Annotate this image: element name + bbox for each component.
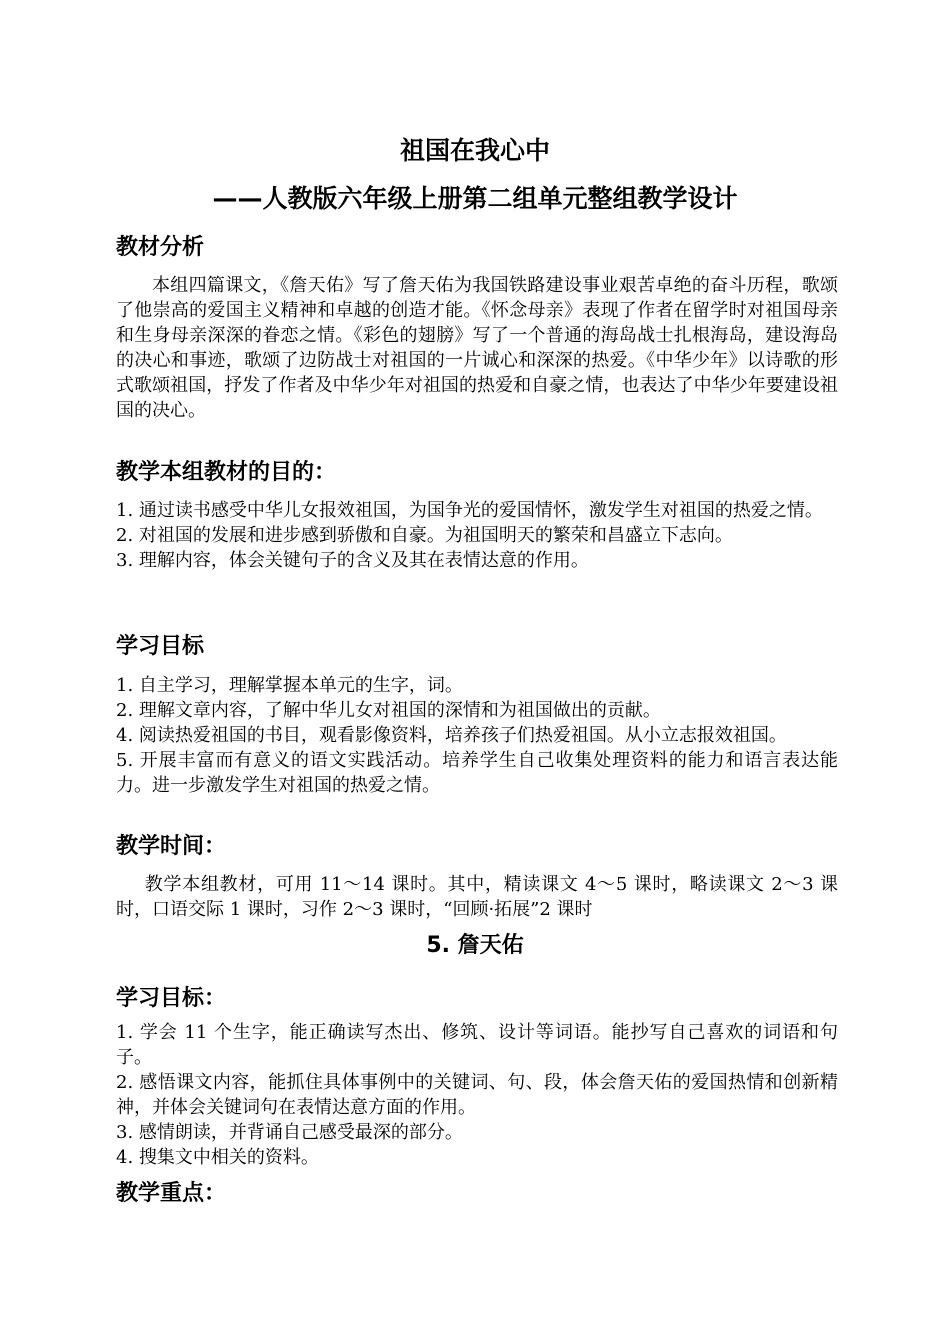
section-heading-focus: 教学重点： bbox=[116, 1181, 227, 1206]
section-heading-analysis: 教材分析 bbox=[116, 235, 205, 260]
list-item: 2. 对祖国的发展和进步感到骄傲和自豪。为祖国明天的繁荣和昌盛立下志向。 bbox=[116, 525, 733, 546]
lesson-goals-list bbox=[116, 1020, 838, 1170]
purpose-list bbox=[116, 498, 838, 573]
list-item: 3. 感情朗读，并背诵自己感受最深的部分。 bbox=[116, 1122, 463, 1143]
section-heading-lesson-goals: 学习目标： bbox=[116, 986, 227, 1011]
page-subtitle: ——人教版六年级上册第二组单元整组教学设计 bbox=[212, 184, 738, 213]
list-item: 3. 理解内容，体会关键句子的含义及其在表情达意的作用。 bbox=[116, 550, 589, 571]
time-paragraph: 教学本组教材，可用 11～14 课时。其中，精读课文 4～5 课时，略读课文 2～3 课时，口语交际 1 课时，习作 2～3 课时，“回顾·拓展”2 课时 bbox=[116, 874, 838, 920]
list-item: 2. 感悟课文内容，能抓住具体事例中的关键词、句、段，体会詹天佑的爱国热情和创新精神，并体会关键词句在表情达意方面的作用。 bbox=[116, 1072, 838, 1118]
list-item: 1. 自主学习，理解掌握本单元的生字，词。 bbox=[116, 675, 463, 696]
section-heading-purpose: 教学本组教材的目的： bbox=[116, 460, 337, 485]
section-heading-goals: 学习目标 bbox=[116, 634, 205, 659]
analysis-paragraph: 本组四篇课文，《詹天佑》写了詹天佑为我国铁路建设事业艰苦卓绝的奋斗历程，歌颂了他崇高的爱国主义精神和卓越的创造才能。《怀念母亲》表现了作者在留学时对祖国母亲和生身母亲深深的眷恋之情。《彩色的翅膀》写了一个普通的海岛战士扎根海岛，建设海岛的决心和事迹，歌颂了边防战士对祖国的一片诚心和深深的热爱。《中华少年》以诗歌的形式歌颂祖国，抒发了作者及中华少年对祖国的热爱和自豪之情，也表达了中华少年要建设祖国的决心。 bbox=[116, 275, 838, 421]
list-item: 2. 理解文章内容，了解中华儿女对祖国的深情和为祖国做出的贡献。 bbox=[116, 700, 661, 721]
lesson-title: 5. 詹天佑 bbox=[426, 933, 524, 958]
list-item: 1. 学会 11 个生字，能正确读写杰出、修筑、设计等词语。能抄写自己喜欢的词语和句子。 bbox=[116, 1022, 838, 1068]
list-item: 4. 阅读热爱祖国的书目，观看影像资料，培养孩子们热爱祖国。从小立志报效祖国。 bbox=[116, 725, 787, 746]
list-item: 1. 通过读书感受中华儿女报效祖国，为国争光的爱国情怀，激发学生对祖国的热爱之情。 bbox=[116, 500, 823, 521]
page-title: 祖国在我心中 bbox=[399, 136, 550, 165]
list-item: 4. 搜集文中相关的资料。 bbox=[116, 1147, 319, 1168]
goals-list bbox=[116, 673, 838, 798]
list-item: 5. 开展丰富而有意义的语文实践活动。培养学生自己收集处理资料的能力和语言表达能力。进一步激发学生对祖国的热爱之情。 bbox=[116, 750, 838, 796]
section-heading-time: 教学时间： bbox=[116, 834, 227, 859]
